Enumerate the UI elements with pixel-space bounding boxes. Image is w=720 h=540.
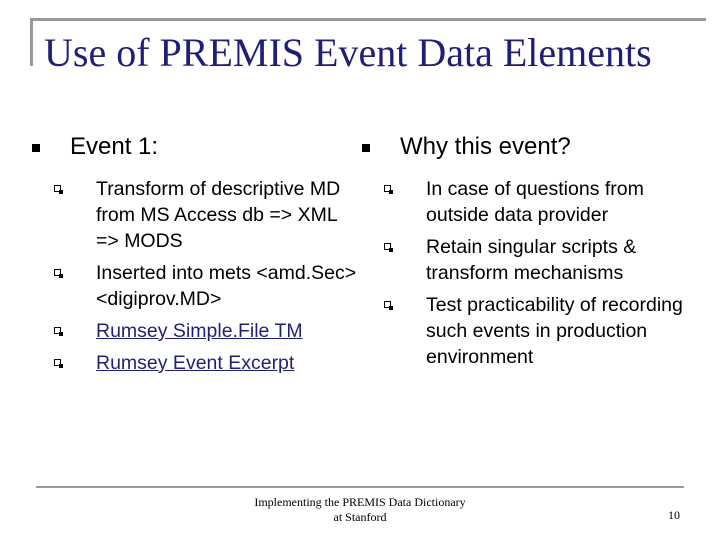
footer-line-1: Implementing the PREMIS Data Dictionary bbox=[254, 495, 466, 509]
hollow-square-bullet-icon bbox=[384, 243, 391, 250]
footer-line-2: at Stanford bbox=[333, 510, 387, 524]
footer-caption bbox=[230, 495, 490, 525]
list-item bbox=[32, 350, 362, 376]
list-item-text: Retain singular scripts & transform mechanisms bbox=[426, 236, 637, 284]
hollow-square-bullet-icon bbox=[54, 269, 61, 276]
rumsey-event-excerpt-link[interactable]: Rumsey Event Excerpt bbox=[96, 352, 295, 374]
list-item-text: Inserted into mets <amd.Sec><digiprov.MD> bbox=[96, 262, 357, 310]
square-bullet-icon bbox=[362, 144, 370, 152]
list-item bbox=[362, 234, 692, 286]
hollow-square-bullet-icon bbox=[384, 301, 391, 308]
slide-title: Use of PREMIS Event Data Elements bbox=[44, 30, 652, 75]
footer-rule bbox=[36, 486, 684, 488]
title-frame-top-rule bbox=[30, 18, 706, 21]
hollow-square-bullet-icon bbox=[54, 359, 61, 366]
right-column bbox=[362, 132, 692, 376]
why-sublist bbox=[362, 176, 692, 370]
hollow-square-bullet-icon bbox=[54, 327, 61, 334]
rumsey-simple-file-link[interactable]: Rumsey Simple.File TM bbox=[96, 320, 303, 342]
list-item-text: In case of questions from outside data provider bbox=[426, 178, 644, 226]
left-column bbox=[32, 132, 362, 382]
square-bullet-icon bbox=[32, 144, 40, 152]
hollow-square-bullet-icon bbox=[384, 185, 391, 192]
list-item bbox=[362, 176, 692, 228]
event-1-heading: Event 1: bbox=[70, 133, 159, 160]
list-item bbox=[32, 260, 362, 312]
page-number: 10 bbox=[668, 508, 680, 522]
list-item-text: Test practicability of recording such events in production environment bbox=[426, 294, 683, 368]
why-heading: Why this event? bbox=[400, 133, 571, 160]
bullet-why-this-event bbox=[362, 132, 692, 162]
list-item bbox=[362, 292, 692, 370]
title-frame-left-rule bbox=[30, 18, 33, 66]
list-item-text: Transform of descriptive MD from MS Access db => XML => MODS bbox=[96, 178, 341, 252]
hollow-square-bullet-icon bbox=[54, 185, 61, 192]
list-item bbox=[32, 176, 362, 254]
event-1-sublist bbox=[32, 176, 362, 376]
bullet-event-1 bbox=[32, 132, 362, 162]
list-item bbox=[32, 318, 362, 344]
